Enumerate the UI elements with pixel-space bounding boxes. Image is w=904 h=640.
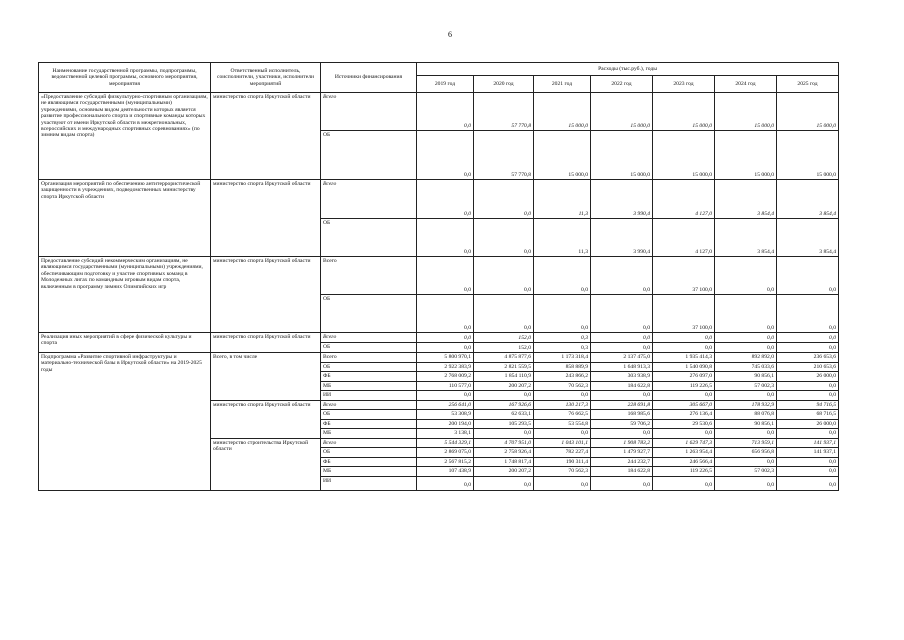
value-cell: 200 207,2: [474, 381, 534, 391]
value-cell: 1 479 927,7: [591, 448, 653, 458]
value-cell: 1 648 913,3: [591, 362, 653, 372]
value-cell: 0,0: [591, 333, 653, 343]
value-cell: 152,0: [474, 333, 534, 343]
value-cell: 3 854,4: [715, 180, 777, 219]
value-cell: 53 308,9: [417, 410, 474, 420]
value-cell: 11,3: [534, 180, 591, 219]
value-cell: 178 932,9: [715, 400, 777, 410]
value-cell: 3 854,4: [715, 219, 777, 257]
table-row: [39, 93, 839, 131]
executor-cell: министерство строительства Иркутской области: [211, 438, 321, 490]
value-cell: 0,0: [534, 429, 591, 439]
value-cell: 57 002,3: [715, 381, 777, 391]
value-cell: 184 622,8: [591, 381, 653, 391]
value-cell: 15 000,0: [715, 131, 777, 180]
value-cell: 0,0: [474, 219, 534, 257]
value-cell: 246 566,4: [653, 457, 715, 467]
value-cell: 0,0: [417, 295, 474, 333]
value-cell: 88 076,8: [715, 410, 777, 420]
value-cell: 0,0: [715, 476, 777, 490]
value-cell: 57 002,3: [715, 467, 777, 477]
value-cell: 107 438,9: [417, 467, 474, 477]
executor-cell: Всего, в том числе: [211, 353, 321, 401]
header-year: 2021 год: [534, 76, 591, 93]
expenses-table: [38, 62, 839, 491]
value-cell: 0,0: [777, 476, 839, 490]
value-cell: 0,0: [715, 457, 777, 467]
value-cell: 303 938,9: [591, 372, 653, 382]
source-cell: ОБ: [321, 410, 417, 420]
value-cell: 0,0: [417, 343, 474, 353]
source-cell: Всего: [321, 93, 417, 131]
value-cell: 4 127,0: [653, 180, 715, 219]
value-cell: 0,0: [715, 295, 777, 333]
value-cell: 1 540 090,8: [653, 362, 715, 372]
value-cell: 0,0: [474, 180, 534, 219]
value-cell: 305 667,0: [653, 400, 715, 410]
value-cell: 243 866,2: [534, 372, 591, 382]
source-cell: Всего: [321, 438, 417, 448]
value-cell: 0,0: [777, 429, 839, 439]
value-cell: 858 889,9: [534, 362, 591, 372]
value-cell: 3 990,4: [591, 219, 653, 257]
value-cell: 0,0: [417, 180, 474, 219]
value-cell: 68 716,5: [777, 410, 839, 420]
value-cell: 244 232,7: [591, 457, 653, 467]
value-cell: 0,0: [591, 429, 653, 439]
value-cell: 105 293,5: [474, 419, 534, 429]
header-year: 2023 год: [653, 76, 715, 93]
header-year: 2025 год: [777, 76, 839, 93]
value-cell: 713 959,1: [715, 438, 777, 448]
value-cell: 57 770,8: [474, 131, 534, 180]
value-cell: 0,3: [534, 333, 591, 343]
value-cell: 3 854,4: [777, 219, 839, 257]
value-cell: 0,0: [715, 333, 777, 343]
header-year: 2020 год: [474, 76, 534, 93]
value-cell: 0,0: [653, 333, 715, 343]
source-cell: ФБ: [321, 419, 417, 429]
value-cell: 0,0: [653, 429, 715, 439]
value-cell: 110 577,0: [417, 381, 474, 391]
value-cell: 2 758 926,4: [474, 448, 534, 458]
header-expenses: Расходы (тыс.руб.), годы: [417, 63, 839, 76]
source-cell: ФБ: [321, 457, 417, 467]
value-cell: 0,0: [474, 295, 534, 333]
table-row: [39, 180, 839, 219]
value-cell: 167 926,6: [474, 400, 534, 410]
value-cell: 0,0: [474, 429, 534, 439]
value-cell: 130 217,3: [534, 400, 591, 410]
value-cell: 0,0: [474, 391, 534, 401]
source-cell: Всего: [321, 333, 417, 343]
value-cell: 3 138,1: [417, 429, 474, 439]
source-cell: ИИ: [321, 391, 417, 401]
value-cell: 15 000,0: [591, 131, 653, 180]
source-cell: Всего: [321, 353, 417, 363]
source-cell: ФБ: [321, 372, 417, 382]
value-cell: 0,0: [534, 391, 591, 401]
value-cell: 70 562,3: [534, 467, 591, 477]
value-cell: 0,0: [715, 343, 777, 353]
value-cell: 892 892,0: [715, 353, 777, 363]
value-cell: 168 985,6: [591, 410, 653, 420]
value-cell: 119 226,5: [653, 381, 715, 391]
value-cell: 94 716,5: [777, 400, 839, 410]
source-cell: ОБ: [321, 343, 417, 353]
value-cell: 0,0: [534, 257, 591, 295]
value-cell: 1 043 101,1: [534, 438, 591, 448]
value-cell: 15 000,0: [715, 93, 777, 131]
value-cell: 276 136,4: [653, 410, 715, 420]
value-cell: 2 137 475,0: [591, 353, 653, 363]
value-cell: 2 869 075,0: [417, 448, 474, 458]
source-cell: ОБ: [321, 131, 417, 180]
value-cell: 4 127,0: [653, 219, 715, 257]
value-cell: 1 908 783,2: [591, 438, 653, 448]
value-cell: 57 770,8: [474, 93, 534, 131]
value-cell: 1 935 414,3: [653, 353, 715, 363]
value-cell: 0,0: [591, 257, 653, 295]
value-cell: 76 662,5: [534, 410, 591, 420]
header-year: 2022 год: [591, 76, 653, 93]
value-cell: 90 856,1: [715, 419, 777, 429]
source-cell: ОБ: [321, 219, 417, 257]
measure-name: Предоставление субсидий некоммерческим организациям, не являющимся государственными (муниципальными) учреждениями, обеспечивающим подготовку и участие спортивных команд в Молодежных лигах по командным игровым видам спорта, включенным в программу зимних Олимпийских игр: [39, 257, 211, 333]
value-cell: 210 653,6: [777, 362, 839, 372]
value-cell: 59 706,2: [591, 419, 653, 429]
value-cell: 656 956,8: [715, 448, 777, 458]
value-cell: 0,0: [474, 257, 534, 295]
page-number: 6: [448, 30, 452, 39]
value-cell: 0,0: [715, 257, 777, 295]
value-cell: 70 562,3: [534, 381, 591, 391]
value-cell: 2 821 559,5: [474, 362, 534, 372]
value-cell: 276 097,0: [653, 372, 715, 382]
executor-cell: министерство спорта Иркутской области: [211, 180, 321, 257]
value-cell: 1 263 954,4: [653, 448, 715, 458]
value-cell: 37 100,0: [653, 257, 715, 295]
executor-cell: министерство спорта Иркутской области: [211, 400, 321, 438]
value-cell: 0,0: [777, 343, 839, 353]
value-cell: 236 653,6: [777, 353, 839, 363]
value-cell: 2 768 009,2: [417, 372, 474, 382]
measure-name: Организация мероприятий по обеспечению антитеррористической защищенности в учреждениях, подведомственных министерству спорта Иркутской области: [39, 180, 211, 257]
value-cell: 141 937,1: [777, 438, 839, 448]
table-row: [39, 333, 839, 343]
header-source: Источники финансирования: [321, 63, 417, 93]
value-cell: 0,0: [653, 343, 715, 353]
value-cell: 0,0: [777, 381, 839, 391]
value-cell: 15 000,0: [534, 93, 591, 131]
value-cell: 0,0: [777, 391, 839, 401]
value-cell: 0,3: [534, 343, 591, 353]
value-cell: 0,0: [417, 391, 474, 401]
value-cell: 0,0: [417, 257, 474, 295]
value-cell: 90 856,1: [715, 372, 777, 382]
value-cell: 141 937,1: [777, 448, 839, 458]
value-cell: 0,0: [777, 295, 839, 333]
value-cell: 0,0: [777, 333, 839, 343]
value-cell: 0,0: [417, 219, 474, 257]
value-cell: 0,0: [591, 391, 653, 401]
value-cell: 15 000,0: [777, 93, 839, 131]
measure-name: «Предоставление субсидий физкультурно-спортивным организациям, не являющимся государственными (муниципальными) учреждениями, основным видом деятельности которых является развитие профессионального спорта и спортивные команды которых участвуют от имени Иркутской области в межрегиональных, всероссийских и международных спортивных соревнованиях» (по зимним видам спорта): [39, 93, 211, 180]
header-name: Наименование государственной программы, подпрограммы, ведомственной целевой программы, основного мероприятия, мероприятия: [39, 63, 211, 93]
value-cell: 29 530,6: [653, 419, 715, 429]
value-cell: 745 033,6: [715, 362, 777, 372]
value-cell: 228 691,8: [591, 400, 653, 410]
value-cell: 5 800 970,1: [417, 353, 474, 363]
value-cell: 0,0: [534, 295, 591, 333]
value-cell: 53 554,8: [534, 419, 591, 429]
executor-cell: министерство спорта Иркутской области: [211, 93, 321, 180]
executor-cell: министерство спорта Иркутской области: [211, 333, 321, 353]
value-cell: 200 194,0: [417, 419, 474, 429]
subprogram-name: Подпрограмма «Развитие спортивной инфраструктуры и материально-технической базы в Иркутской области» на 2019-2025 годы: [39, 353, 211, 491]
source-cell: ОБ: [321, 362, 417, 372]
value-cell: 3 854,4: [777, 180, 839, 219]
value-cell: 0,0: [591, 343, 653, 353]
value-cell: 37 100,0: [653, 295, 715, 333]
value-cell: 15 000,0: [534, 131, 591, 180]
value-cell: 0,0: [591, 295, 653, 333]
header-executor: Ответственный исполнитель, соисполнители, участники, исполнители мероприятий: [211, 63, 321, 93]
executor-cell: министерство спорта Иркутской области: [211, 257, 321, 333]
value-cell: 0,0: [777, 257, 839, 295]
header-year: 2019 год: [417, 76, 474, 93]
value-cell: 15 000,0: [653, 93, 715, 131]
value-cell: 1 629 747,3: [653, 438, 715, 448]
value-cell: 1 854 110,9: [474, 372, 534, 382]
value-cell: 0,0: [777, 467, 839, 477]
value-cell: 1 748 817,4: [474, 457, 534, 467]
value-cell: 0,0: [474, 476, 534, 490]
source-cell: Всего: [321, 180, 417, 219]
value-cell: 0,0: [653, 391, 715, 401]
value-cell: 184 622,8: [591, 467, 653, 477]
value-cell: 2 922 383,9: [417, 362, 474, 372]
value-cell: 0,0: [534, 476, 591, 490]
value-cell: 11,3: [534, 219, 591, 257]
value-cell: 0,0: [715, 391, 777, 401]
value-cell: 0,0: [417, 131, 474, 180]
value-cell: 256 641,0: [417, 400, 474, 410]
source-cell: МБ: [321, 429, 417, 439]
value-cell: 3 990,4: [591, 180, 653, 219]
value-cell: 15 000,0: [777, 131, 839, 180]
value-cell: 0,0: [417, 333, 474, 343]
value-cell: 26 000,0: [777, 372, 839, 382]
value-cell: 15 000,0: [653, 131, 715, 180]
value-cell: 0,0: [417, 93, 474, 131]
value-cell: 2 567 815,2: [417, 457, 474, 467]
value-cell: 200 207,2: [474, 467, 534, 477]
source-cell: МБ: [321, 381, 417, 391]
value-cell: 4 875 877,6: [474, 353, 534, 363]
source-cell: ОБ: [321, 295, 417, 333]
value-cell: 190 311,4: [534, 457, 591, 467]
value-cell: 0,0: [591, 476, 653, 490]
value-cell: 4 707 951,0: [474, 438, 534, 448]
value-cell: 62 633,1: [474, 410, 534, 420]
table-row: [39, 257, 839, 295]
value-cell: 1 173 318,4: [534, 353, 591, 363]
value-cell: 0,0: [417, 476, 474, 490]
source-cell: МБ: [321, 467, 417, 477]
value-cell: 26 000,0: [777, 419, 839, 429]
value-cell: 0,0: [715, 429, 777, 439]
source-cell: ИИ: [321, 476, 417, 490]
value-cell: 15 000,0: [591, 93, 653, 131]
table-row: [39, 353, 839, 363]
value-cell: 152,0: [474, 343, 534, 353]
source-cell: ОБ: [321, 448, 417, 458]
header-year: 2024 год: [715, 76, 777, 93]
value-cell: 0,0: [653, 476, 715, 490]
source-cell: Всего: [321, 257, 417, 295]
value-cell: 0,0: [777, 457, 839, 467]
value-cell: 119 226,5: [653, 467, 715, 477]
measure-name: Реализация иных мероприятий в сфере физической культуры и спорта: [39, 333, 211, 353]
value-cell: 782 227,4: [534, 448, 591, 458]
value-cell: 5 544 329,1: [417, 438, 474, 448]
source-cell: Всего: [321, 400, 417, 410]
